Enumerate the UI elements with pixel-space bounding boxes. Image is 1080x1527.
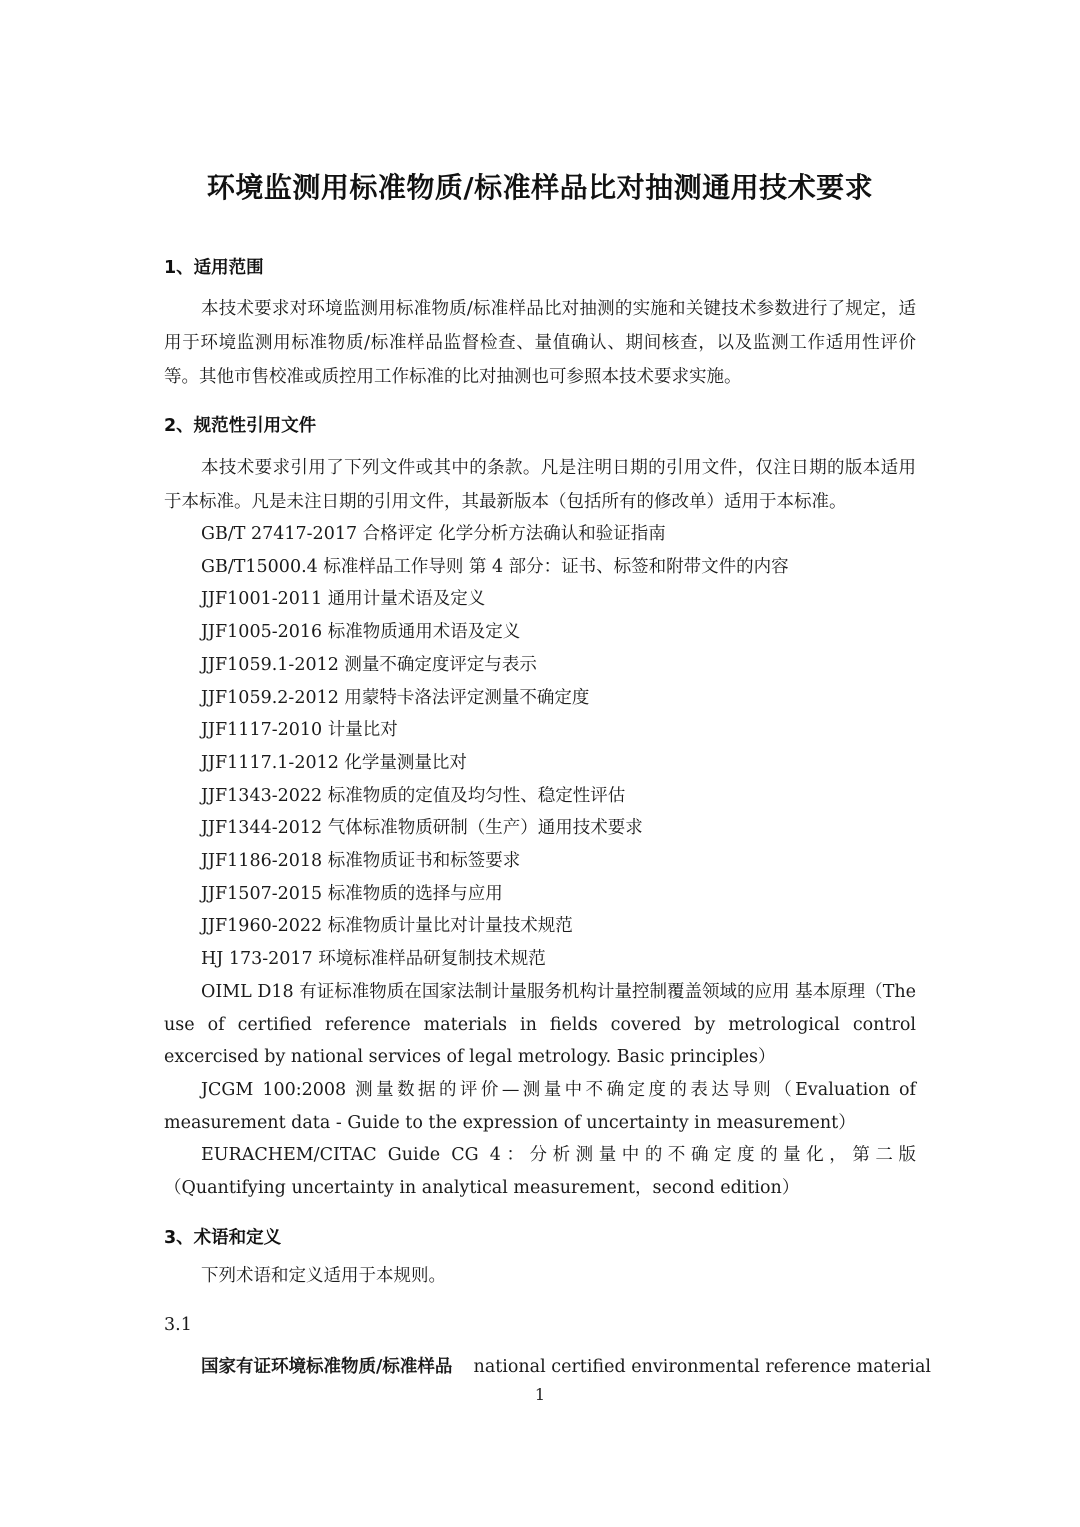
term-english: national certified environmental reference material bbox=[473, 1357, 932, 1377]
section-3-heading: 3、术语和定义 bbox=[164, 1228, 282, 1248]
reference-item: GB/T 27417-2017 合格评定 化学分析方法确认和验证指南 bbox=[201, 524, 666, 544]
reference-item: JJF1507-2015 标准物质的选择与应用 bbox=[201, 883, 503, 904]
clause-number: 3.1 bbox=[164, 1315, 192, 1335]
term-chinese: 国家有证环境标准物质/标准样品 bbox=[201, 1357, 453, 1377]
reference-item: HJ 173-2017 环境标准样品研复制技术规范 bbox=[201, 949, 546, 970]
reference-item: EURACHEM/CITAC Guide CG 4：分析测量中的不确定度的量化，第二版（Quantifying uncertainty in analytical measurement，second edition） bbox=[164, 1145, 916, 1199]
section-2-heading: 2、规范性引用文件 bbox=[164, 416, 317, 436]
reference-item: OIML D18 有证标准物质在国家法制计量服务机构计量控制覆盖领域的应用 基本原理（The use of certified reference materials in fields covered by metrological control excercised by national services of legal metrology. Basic principles） bbox=[164, 981, 916, 1068]
reference-item: JJF1059.2-2012 用蒙特卡洛法评定测量不确定度 bbox=[201, 687, 590, 708]
reference-item: JJF1344-2012 气体标准物质研制（生产）通用技术要求 bbox=[201, 818, 643, 839]
section-3-paragraph: 下列术语和定义适用于本规则。 bbox=[201, 1266, 446, 1286]
term-line bbox=[201, 1353, 931, 1378]
reference-list bbox=[0, 518, 1080, 1205]
reference-item: JJF1343-2022 标准物质的定值及均匀性、稳定性评估 bbox=[201, 785, 626, 806]
reference-item: JJF1005-2016 标准物质通用术语及定义 bbox=[201, 622, 521, 643]
page-number: 1 bbox=[534, 1385, 546, 1404]
reference-item: JJF1059.1-2012 测量不确定度评定与表示 bbox=[201, 654, 537, 675]
reference-item: JJF1117-2010 计量比对 bbox=[201, 720, 398, 741]
section-1-paragraph: 本技术要求对环境监测用标准物质/标准样品比对抽测的实施和关键技术参数进行了规定，适用于环境监测用标准物质/标准样品监督检查、量值确认、期间核查，以及监测工作适用性评价等。其他市售校准或质控用工作标准的比对抽测也可参照本技术要求实施。 bbox=[164, 299, 916, 387]
reference-item: JJF1960-2022 标准物质计量比对计量技术规范 bbox=[201, 916, 573, 937]
page-title: 环境监测用标准物质/标准样品比对抽测通用技术要求 bbox=[206, 171, 874, 204]
reference-item: JCGM 100:2008 测量数据的评价—测量中不确定度的表达导则（Evaluation of measurement data - Guide to the expression of uncertainty in measurement） bbox=[164, 1079, 916, 1133]
reference-item: JJF1117.1-2012 化学量测量比对 bbox=[201, 752, 467, 773]
reference-item: JJF1186-2018 标准物质证书和标签要求 bbox=[201, 851, 521, 872]
reference-item: JJF1001-2011 通用计量术语及定义 bbox=[201, 589, 486, 610]
section-1-heading: 1、适用范围 bbox=[164, 258, 264, 278]
section-2-paragraph: 本技术要求引用了下列文件或其中的条款。凡是注明日期的引用文件，仅注日期的版本适用于本标准。凡是未注日期的引用文件，其最新版本（包括所有的修改单）适用于本标准。 bbox=[164, 458, 916, 512]
reference-item: GB/T15000.4 标准样品工作导则 第 4 部分：证书、标签和附带文件的内容 bbox=[201, 556, 789, 577]
